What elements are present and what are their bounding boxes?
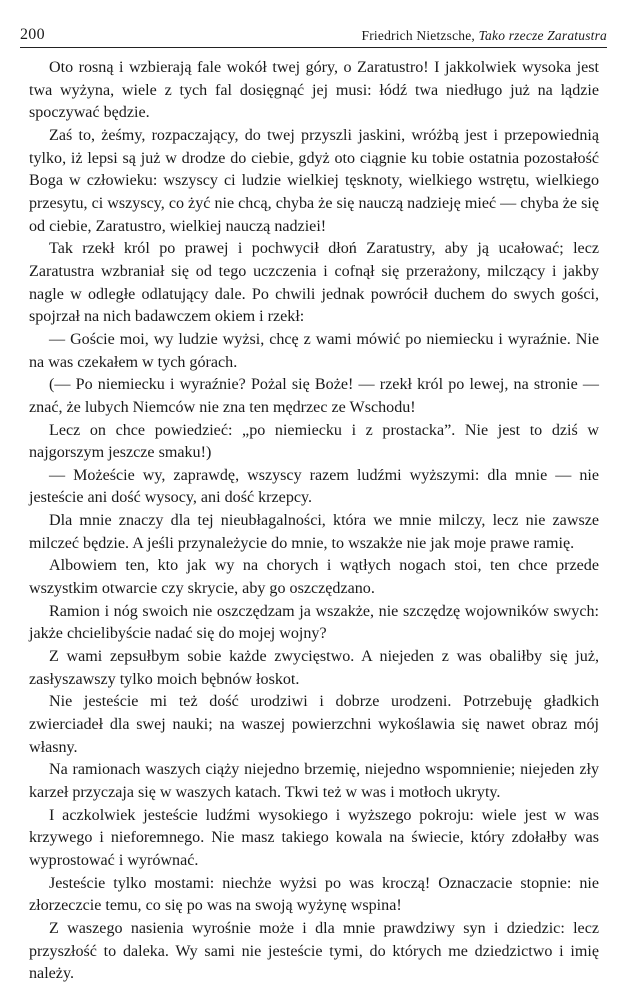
paragraph: Z wami zepsułbym sobie każde zwycięstwo. A niejeden z was obaliłby się już, zasłyszawszy tylko moich bębnów łoskot.: [29, 648, 599, 688]
paragraph: Jesteście tylko mostami: niechże wyżsi po was kroczą! Oznaczacie stopnie: nie złorzeczcie temu, co się po was na swoją wyżynę wspina!: [29, 874, 599, 915]
paragraph: Albowiem ten, kto jak wy na chorych i wątłych nogach stoi, ten chce przede wszystkim otwarcie czy skrycie, aby go oszczędzano.: [29, 557, 599, 598]
book-title: Tako rzecze Zaratustra: [478, 28, 607, 43]
running-title: [362, 28, 607, 44]
page-number: 200: [20, 26, 45, 43]
paragraph: (— Po niemiecku i wyraźnie? Pożal się Boże! — rzekł król po lewej, na stronie — znać, że lubych Niemców nie zna ten mędrzec ze Wschodu!: [29, 376, 599, 416]
paragraph: Z waszego nasienia wyrośnie może i dla mnie prawdziwy syn i dziedzic: lecz przyszłość to daleka. Wy sami nie jesteście tymi, do których me dziedzictwo i imię należy.: [29, 919, 599, 983]
paragraph: Tak rzekł król po prawej i pochwycił dłoń Zaratustry, aby ją ucałować; lecz Zaratustra wzbraniał się od tego uczczenia i cofnął się przerażony, milczący i jakby nagle w odległe odlatujący dale. Po chwili jednak powrócił duchem do swych gości, spojrzał na nich badawczem okiem i rzekł:: [29, 240, 599, 326]
paragraph: Zaś to, żeśmy, rozpaczający, do twej przyszli jaskini, wróżbą jest i przepowiednią tylko, iż lepsi są już w drodze do ciebie, gdyż oto ciągnie ku tobie ostatnia pozostałość Boga w człowieku: wszyscy ci ludzie wielkiej tęsknoty, wielkiego wstrętu, wielkiego przesytu, ci wszyscy, co żyć nie chcą, chyba że się nauczą nadzieję mieć — chyba że się od ciebie, Zaratustro, wielkiej nauczą nadziei!: [29, 126, 599, 235]
paragraph: — Goście moi, wy ludzie wyżsi, chcę z wami mówić po niemiecku i wyraźnie. Nie na was czekałem w tych górach.: [29, 330, 599, 371]
paragraph: Na ramionach waszych ciąży niejedno brzemię, niejedno wspomnienie; niejeden zły karzeł przyczaja się w waszych katach. Tkwi też w was i motłoch ukryty.: [29, 761, 599, 801]
paragraph: Nie jesteście mi też dość urodziwi i dobrze urodzeni. Potrzebuję gładkich zwierciadeł dla swej nauki; na waszej powierzchni wykoślawia się nawet obraz mój własny.: [29, 693, 599, 756]
running-header: [20, 22, 607, 48]
paragraph: Lecz on chce powiedzieć: „po niemiecku i z prostacka”. Nie jest to dziś w najgorszym jeszcze smaku!): [29, 421, 599, 462]
author-name: Friedrich Nietzsche,: [361, 28, 475, 43]
paragraph: — Możeście wy, zaprawdę, wszyscy razem ludźmi wyższymi: dla mnie — nie jesteście ani dość wysocy, ani dość krzepcy.: [29, 466, 599, 507]
body-text: [29, 57, 599, 986]
paragraph: Dla mnie znaczy dla tej nieubłagalności, która we mnie milczy, lecz nie zawsze milczeć będzie. A jeśli przynależycie do mnie, to wszakże nie jak moje prawe ramię.: [29, 512, 599, 552]
paragraph: Ramion i nóg swoich nie oszczędzam ja wszakże, nie szczędzę wojowników swych: jakże chcielibyście nadać się do mojej wojny?: [29, 602, 599, 643]
paragraph: Oto rosną i wzbierają fale wokół twej góry, o Zaratustro! I jakkolwiek wysoka jest twa wyżyna, wiele z tych fal dosięgnąć jej musi: łódź twa niedługo już na lądzie spoczywać będzie.: [29, 59, 599, 122]
paragraph: I aczkolwiek jesteście ludźmi wysokiego i wyższego pokroju: wiele jest w was krzywego i nieforemnego. Nie masz takiego kowala na świecie, który zdołałby was wyprostować i wyrównać.: [29, 806, 599, 869]
